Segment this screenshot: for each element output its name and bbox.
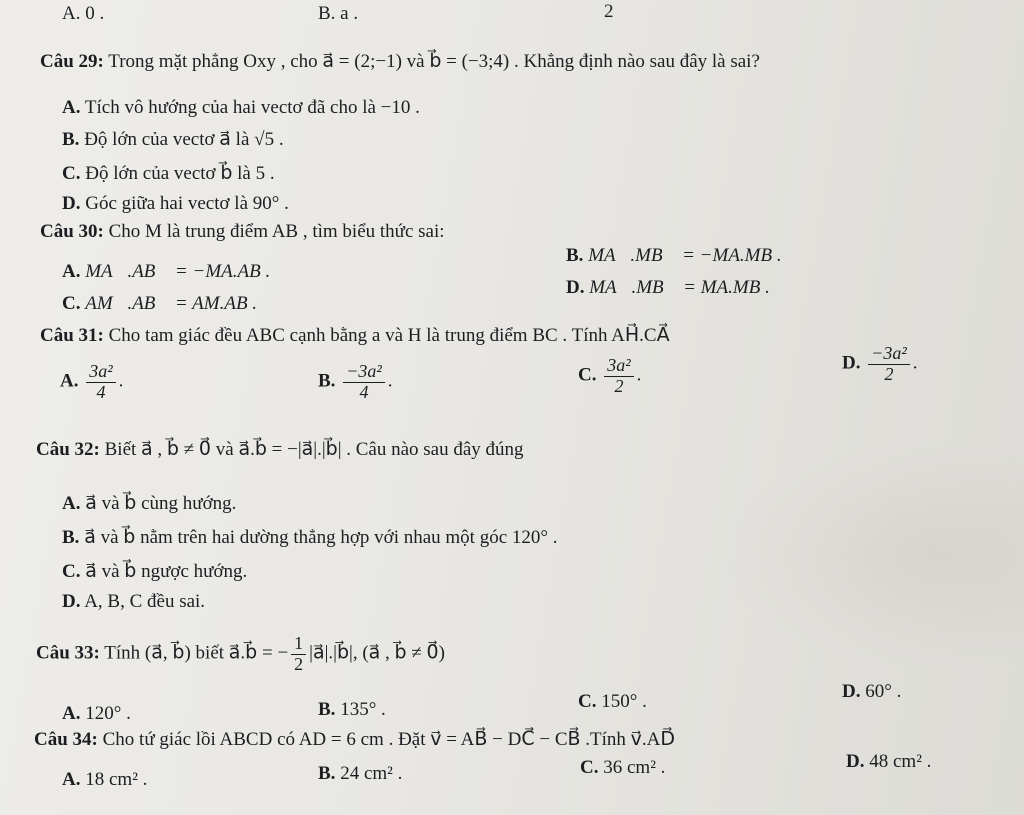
q33-option-c-letter: C.: [578, 691, 597, 712]
q31-option-c: [578, 356, 641, 397]
q34-option-d: [846, 752, 931, 773]
prev-option-a-text: A. 0 .: [62, 3, 105, 24]
q29-option-c-text: Độ lớn của vectơ b⃗ là 5 .: [85, 163, 275, 184]
faded-background-marks: [724, 440, 1024, 670]
q31-option-d-letter: D.: [842, 352, 861, 374]
question-32: [36, 440, 524, 461]
q34-option-d-letter: D.: [846, 751, 865, 772]
q31-option-b-tail: .: [387, 370, 393, 392]
question-32-label: Câu 32:: [36, 439, 100, 460]
question-30-text: Cho M là trung điểm AB , tìm biểu thức sai:: [108, 221, 445, 242]
q29-option-b-letter: B.: [62, 129, 80, 150]
q34-option-c: [580, 758, 665, 779]
q31-option-b-denominator: 4: [359, 381, 369, 402]
q31-option-b: [318, 362, 392, 403]
question-33: [36, 634, 445, 675]
q31-option-a-numerator: 3a²: [86, 362, 115, 383]
q33-option-a-letter: A.: [62, 703, 81, 724]
q33-option-d-text: 60° .: [865, 681, 902, 702]
question-33-label: Câu 33:: [36, 642, 100, 664]
q31-option-d-fraction: [868, 344, 910, 385]
q33-option-d-letter: D.: [842, 681, 861, 702]
q31-option-b-fraction: [343, 362, 385, 403]
page-number-text: 2: [604, 1, 614, 22]
question-31-text: Cho tam giác đều ABC cạnh bằng a và H là trung điểm BC . Tính AH⃗.CA⃗: [108, 325, 670, 346]
q32-option-d-letter: D.: [62, 591, 81, 612]
q31-option-b-letter: B.: [318, 370, 336, 392]
page-number: [604, 2, 614, 23]
q31-option-d-tail: .: [912, 352, 918, 374]
q34-option-d-text: 48 cm² .: [869, 751, 932, 772]
q32-option-a-letter: A.: [62, 493, 81, 514]
q31-option-c-tail: .: [636, 364, 642, 386]
q30-option-c-letter: C.: [62, 293, 81, 314]
q34-option-c-text: 36 cm² .: [603, 757, 666, 778]
q30-option-b-letter: B.: [566, 245, 584, 266]
question-33-numerator: 1: [291, 634, 306, 655]
question-32-text: Biết a⃗ , b⃗ ≠ 0⃗ và a⃗.b⃗ = −|a⃗|.|b⃗| . Câu nào sau đây đúng: [104, 439, 524, 460]
q32-option-b-letter: B.: [62, 527, 80, 548]
q33-option-b-text: 135° .: [340, 699, 386, 720]
q34-option-b-text: 24 cm² .: [340, 763, 403, 784]
q31-option-a: [60, 362, 123, 403]
q30-option-d-letter: D.: [566, 277, 585, 298]
q30-option-c-text: AM⃗.AB⃗ = AM.AB .: [85, 293, 258, 314]
prev-option-b-text: B. a .: [318, 3, 359, 24]
q29-option-c-letter: C.: [62, 163, 81, 184]
question-29-label: Câu 29:: [40, 51, 104, 72]
q34-option-a-text: 18 cm² .: [85, 769, 148, 790]
q34-option-a-letter: A.: [62, 769, 81, 790]
q31-option-d-numerator: −3a²: [868, 344, 910, 365]
q34-option-b-letter: B.: [318, 763, 336, 784]
q31-option-b-numerator: −3a²: [343, 362, 385, 383]
q29-option-a-letter: A.: [62, 97, 81, 118]
question-34: [34, 730, 675, 751]
q30-option-a-text: MA⃗.AB⃗ = −MA.AB .: [85, 261, 271, 282]
q32-option-c: [62, 562, 247, 583]
q30-option-a: [62, 262, 270, 283]
question-29-text: Trong mặt phẳng Oxy , cho a⃗ = (2;−1) và b⃗ = (−3;4) . Khẳng định nào sau đây là sai?: [108, 51, 760, 72]
q29-option-a-text: Tích vô hướng của hai vectơ đã cho là −10 .: [84, 97, 420, 118]
q30-option-d-text: MA⃗.MB⃗ = MA.MB .: [589, 277, 770, 298]
q33-option-c-text: 150° .: [601, 691, 647, 712]
q29-option-a: [62, 98, 420, 119]
q33-option-a-text: 120° .: [85, 703, 131, 724]
question-30: [40, 222, 445, 243]
q33-option-c: [578, 692, 647, 713]
q32-option-b: [62, 528, 558, 549]
q31-option-d-denominator: 2: [884, 363, 894, 384]
question-33-denominator: 2: [294, 653, 304, 674]
question-30-label: Câu 30:: [40, 221, 104, 242]
question-31-label: Câu 31:: [40, 325, 104, 346]
q29-option-b-text: Độ lớn của vectơ a⃗ là √5 .: [84, 129, 284, 150]
q31-option-a-tail: .: [118, 370, 124, 392]
q31-option-c-numerator: 3a²: [604, 356, 633, 377]
question-29: [40, 52, 760, 73]
q30-option-d: [566, 278, 770, 299]
q32-option-a-text: a⃗ và b⃗ cùng hướng.: [85, 493, 237, 514]
q34-option-a: [62, 770, 147, 791]
q30-option-a-letter: A.: [62, 261, 81, 282]
q34-option-c-letter: C.: [580, 757, 599, 778]
q30-option-b: [566, 246, 782, 267]
q32-option-c-text: a⃗ và b⃗ ngược hướng.: [85, 561, 248, 582]
q31-option-a-fraction: [86, 362, 115, 403]
question-33-text-before: Tính (a⃗, b⃗) biết a⃗.b⃗ = −: [104, 642, 289, 664]
q33-option-a: [62, 704, 131, 725]
q31-option-c-fraction: [604, 356, 633, 397]
question-33-text-after: |a⃗|.|b⃗|, (a⃗ , b⃗ ≠ 0⃗): [309, 642, 445, 664]
q31-option-c-denominator: 2: [614, 375, 624, 396]
q33-option-b-letter: B.: [318, 699, 336, 720]
q29-option-d-letter: D.: [62, 193, 81, 214]
question-33-fraction: [291, 634, 306, 675]
prev-option-a: [62, 4, 104, 25]
q31-option-d: [842, 344, 918, 385]
q30-option-b-text: MA⃗.MB⃗ = −MA.MB .: [588, 245, 782, 266]
q31-option-c-letter: C.: [578, 364, 597, 386]
q33-option-b: [318, 700, 386, 721]
question-34-text: Cho tứ giác lồi ABCD có AD = 6 cm . Đặt v⃗ = AB⃗ − DC⃗ − CB⃗ .Tính v⃗.AD⃗: [102, 729, 676, 750]
q29-option-d-text: Góc giữa hai vectơ là 90° .: [85, 193, 289, 214]
q29-option-c: [62, 164, 275, 185]
q31-option-a-denominator: 4: [96, 381, 106, 402]
question-31: [40, 326, 670, 347]
q33-option-d: [842, 682, 901, 703]
q32-option-c-letter: C.: [62, 561, 81, 582]
q32-option-d: [62, 592, 205, 613]
q34-option-b: [318, 764, 402, 785]
q29-option-b: [62, 130, 284, 151]
prev-option-b: [318, 4, 358, 25]
q31-option-a-letter: A.: [60, 370, 79, 392]
q30-option-c: [62, 294, 257, 315]
q32-option-b-text: a⃗ và b⃗ nằm trên hai dường thẳng hợp với nhau một góc 120° .: [84, 527, 558, 548]
question-34-label: Câu 34:: [34, 729, 98, 750]
q29-option-d: [62, 194, 289, 215]
q32-option-d-text: A, B, C đều sai.: [84, 591, 206, 612]
q32-option-a: [62, 494, 236, 515]
